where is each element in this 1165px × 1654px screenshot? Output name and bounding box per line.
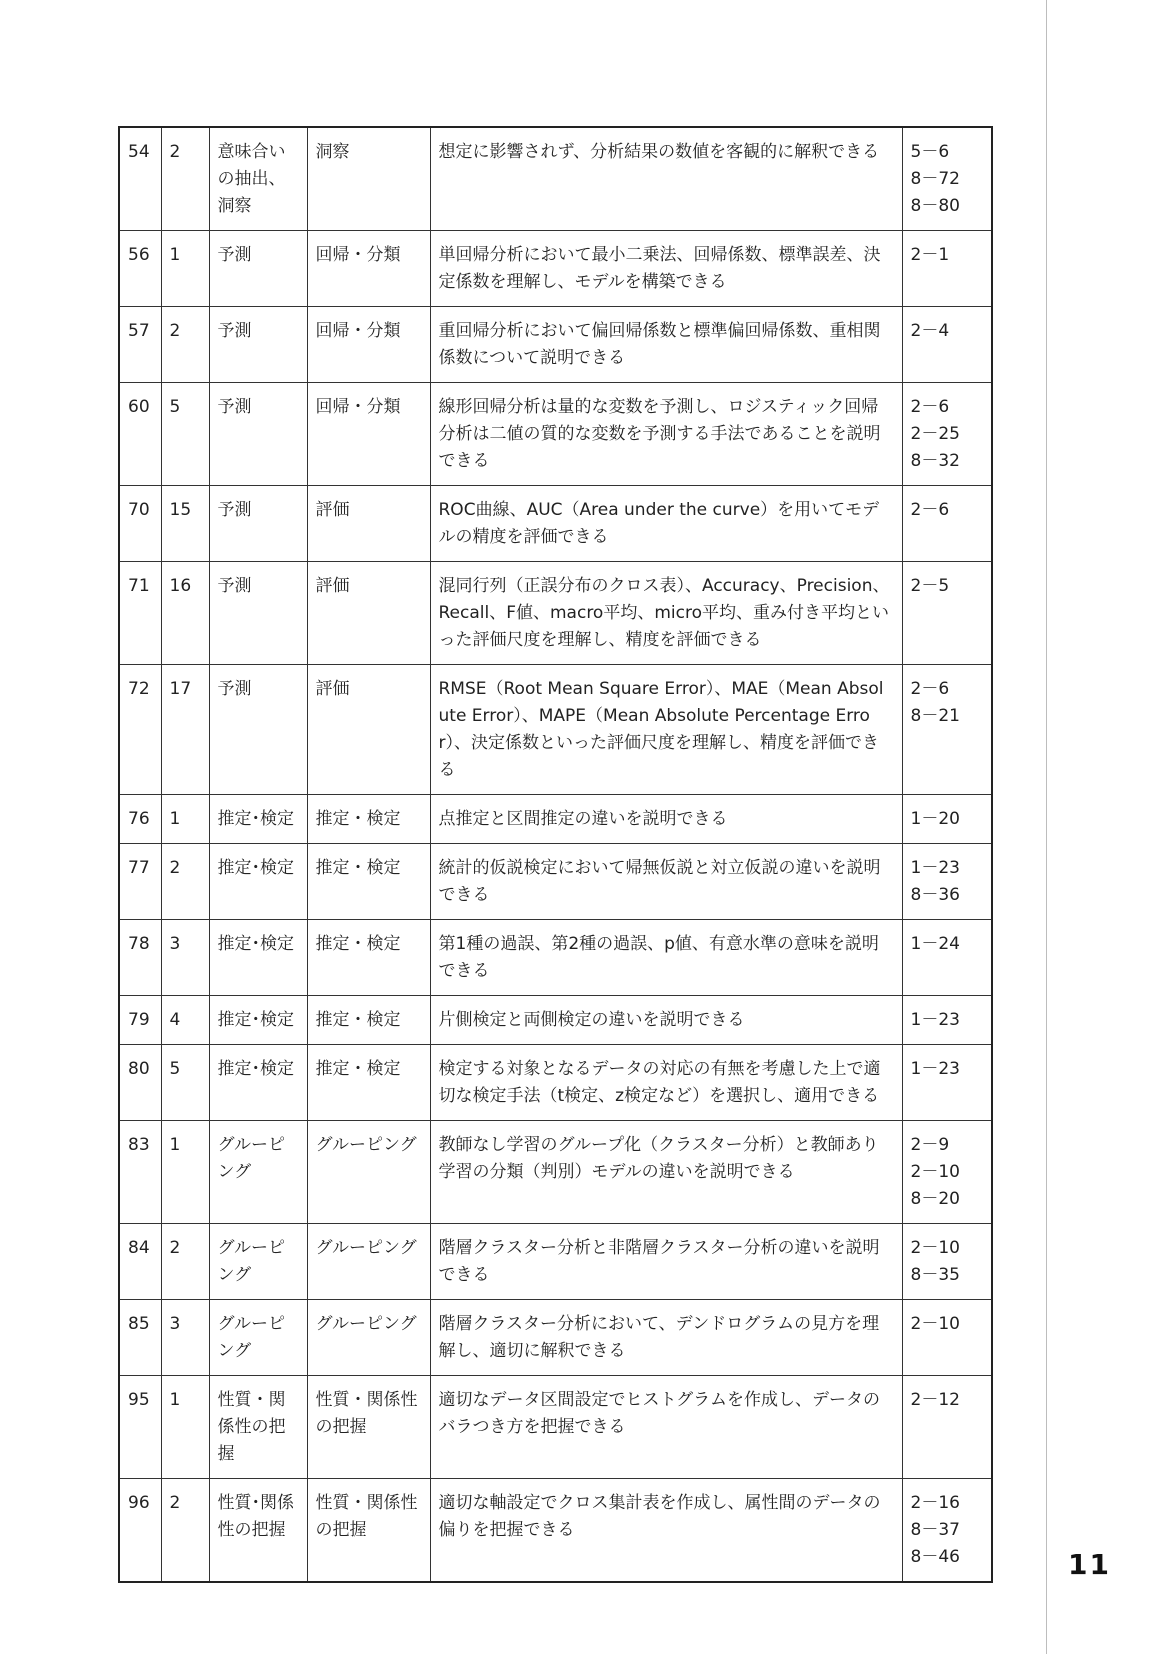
subcategory-cell: 推定・検定 xyxy=(307,795,430,844)
category-cell: 推定･検定 xyxy=(209,996,307,1045)
reference-item: 8－21 xyxy=(910,706,960,726)
category-cell: 推定･検定 xyxy=(209,1045,307,1121)
sub-number-cell: 2 xyxy=(161,1479,209,1583)
subcategory-cell: 推定・検定 xyxy=(307,844,430,920)
category-cell: 予測 xyxy=(209,307,307,383)
reference-item: 2－12 xyxy=(910,1390,960,1410)
category-cell: 推定･検定 xyxy=(209,795,307,844)
reference-item: 1－23 xyxy=(910,858,960,878)
reference-cell xyxy=(902,1376,992,1479)
reference-item: 2－4 xyxy=(910,321,950,341)
sub-number-cell: 3 xyxy=(161,920,209,996)
subcategory-cell: 回帰・分類 xyxy=(307,231,430,307)
subcategory-cell: 回帰・分類 xyxy=(307,383,430,486)
row-number-cell: 78 xyxy=(119,920,161,996)
category-cell: 予測 xyxy=(209,486,307,562)
sub-number-cell: 17 xyxy=(161,665,209,795)
reference-item: 2－6 xyxy=(910,679,950,699)
table-row xyxy=(119,795,992,844)
table-row xyxy=(119,127,992,231)
description-cell: 教師なし学習のグループ化（クラスター分析）と教師あり学習の分類（判別）モデルの違いを説明できる xyxy=(430,1121,902,1224)
reference-cell xyxy=(902,844,992,920)
description-cell: 検定する対象となるデータの対応の有無を考慮した上で適切な検定手法（t検定、z検定など）を選択し、適用できる xyxy=(430,1045,902,1121)
row-number-cell: 60 xyxy=(119,383,161,486)
sub-number-cell: 4 xyxy=(161,996,209,1045)
sub-number-cell: 5 xyxy=(161,1045,209,1121)
reference-item: 2－25 xyxy=(910,424,960,444)
category-cell: グルーピング xyxy=(209,1300,307,1376)
subcategory-cell: 評価 xyxy=(307,562,430,665)
subcategory-cell: 性質・関係性の把握 xyxy=(307,1479,430,1583)
description-cell: RMSE（Root Mean Square Error）、MAE（Mean Absolute Error）、MAPE（Mean Absolute Percentage Error）、決定係数といった評価尺度を理解し、精度を評価できる xyxy=(430,665,902,795)
reference-item: 8－80 xyxy=(910,196,960,216)
row-number-cell: 79 xyxy=(119,996,161,1045)
reference-item: 8－36 xyxy=(910,885,960,905)
category-cell: グルーピング xyxy=(209,1224,307,1300)
category-cell: 予測 xyxy=(209,562,307,665)
row-number-cell: 72 xyxy=(119,665,161,795)
subcategory-cell: グルーピング xyxy=(307,1300,430,1376)
reference-item: 1－23 xyxy=(910,1059,960,1079)
description-cell: 階層クラスター分析と非階層クラスター分析の違いを説明できる xyxy=(430,1224,902,1300)
reference-item: 5－6 xyxy=(910,142,950,162)
table-row xyxy=(119,1479,992,1583)
table-row xyxy=(119,665,992,795)
reference-cell xyxy=(902,665,992,795)
reference-cell xyxy=(902,562,992,665)
reference-item: 8－72 xyxy=(910,169,960,189)
row-number-cell: 85 xyxy=(119,1300,161,1376)
sub-number-cell: 1 xyxy=(161,795,209,844)
description-cell: 階層クラスター分析において、デンドログラムの見方を理解し、適切に解釈できる xyxy=(430,1300,902,1376)
sub-number-cell: 1 xyxy=(161,231,209,307)
category-cell: 推定･検定 xyxy=(209,920,307,996)
description-cell: 第1種の過誤、第2種の過誤、p値、有意水準の意味を説明できる xyxy=(430,920,902,996)
row-number-cell: 84 xyxy=(119,1224,161,1300)
subcategory-cell: 推定・検定 xyxy=(307,920,430,996)
table-row xyxy=(119,231,992,307)
table-row xyxy=(119,383,992,486)
row-number-cell: 57 xyxy=(119,307,161,383)
sub-number-cell: 15 xyxy=(161,486,209,562)
row-number-cell: 80 xyxy=(119,1045,161,1121)
reference-item: 2－16 xyxy=(910,1493,960,1513)
description-cell: 点推定と区間推定の違いを説明できる xyxy=(430,795,902,844)
reference-cell xyxy=(902,383,992,486)
subcategory-cell: 推定・検定 xyxy=(307,1045,430,1121)
sub-number-cell: 2 xyxy=(161,127,209,231)
description-cell: 片側検定と両側検定の違いを説明できる xyxy=(430,996,902,1045)
reference-item: 2－10 xyxy=(910,1238,960,1258)
row-number-cell: 96 xyxy=(119,1479,161,1583)
table-row xyxy=(119,1224,992,1300)
subcategory-cell: 評価 xyxy=(307,665,430,795)
reference-item: 2－6 xyxy=(910,500,950,520)
description-cell: 重回帰分析において偏回帰係数と標準偏回帰係数、重相関係数について説明できる xyxy=(430,307,902,383)
table-row xyxy=(119,1376,992,1479)
category-cell: 意味合いの抽出、洞察 xyxy=(209,127,307,231)
reference-cell xyxy=(902,127,992,231)
table-row xyxy=(119,920,992,996)
reference-item: 1－23 xyxy=(910,1010,960,1030)
row-number-cell: 76 xyxy=(119,795,161,844)
description-cell: 適切な軸設定でクロス集計表を作成し、属性間のデータの偏りを把握できる xyxy=(430,1479,902,1583)
description-cell: 統計的仮説検定において帰無仮説と対立仮説の違いを説明できる xyxy=(430,844,902,920)
table-row xyxy=(119,1300,992,1376)
sub-number-cell: 2 xyxy=(161,1224,209,1300)
description-cell: 線形回帰分析は量的な変数を予測し、ロジスティック回帰分析は二値の質的な変数を予測する手法であることを説明できる xyxy=(430,383,902,486)
category-cell: 推定･検定 xyxy=(209,844,307,920)
table-row xyxy=(119,486,992,562)
reference-cell xyxy=(902,1224,992,1300)
page-margin-rule xyxy=(1046,0,1047,1654)
subcategory-cell: 評価 xyxy=(307,486,430,562)
subcategory-cell: 性質・関係性の把握 xyxy=(307,1376,430,1479)
table-row xyxy=(119,844,992,920)
reference-cell xyxy=(902,795,992,844)
reference-cell xyxy=(902,307,992,383)
reference-cell xyxy=(902,1300,992,1376)
reference-item: 8－35 xyxy=(910,1265,960,1285)
sub-number-cell: 3 xyxy=(161,1300,209,1376)
description-cell: 想定に影響されず、分析結果の数値を客観的に解釈できる xyxy=(430,127,902,231)
description-cell: 単回帰分析において最小二乗法、回帰係数、標準誤差、決定係数を理解し、モデルを構築できる xyxy=(430,231,902,307)
reference-item: 8－32 xyxy=(910,451,960,471)
skills-table-body xyxy=(119,127,992,1582)
sub-number-cell: 1 xyxy=(161,1376,209,1479)
sub-number-cell: 2 xyxy=(161,844,209,920)
row-number-cell: 70 xyxy=(119,486,161,562)
subcategory-cell: 洞察 xyxy=(307,127,430,231)
row-number-cell: 71 xyxy=(119,562,161,665)
category-cell: 性質・関係性の把握 xyxy=(209,1376,307,1479)
subcategory-cell: 回帰・分類 xyxy=(307,307,430,383)
skills-table xyxy=(118,126,993,1583)
reference-cell xyxy=(902,1479,992,1583)
table-row xyxy=(119,562,992,665)
description-cell: ROC曲線、AUC（Area under the curve）を用いてモデルの精度を評価できる xyxy=(430,486,902,562)
reference-cell xyxy=(902,920,992,996)
subcategory-cell: グルーピング xyxy=(307,1121,430,1224)
reference-item: 2－9 xyxy=(910,1135,950,1155)
reference-item: 2－6 xyxy=(910,397,950,417)
table-row xyxy=(119,1045,992,1121)
reference-item: 2－10 xyxy=(910,1162,960,1182)
reference-item: 2－5 xyxy=(910,576,950,596)
sub-number-cell: 5 xyxy=(161,383,209,486)
table-row xyxy=(119,1121,992,1224)
subcategory-cell: グルーピング xyxy=(307,1224,430,1300)
category-cell: 予測 xyxy=(209,231,307,307)
table-row xyxy=(119,996,992,1045)
row-number-cell: 95 xyxy=(119,1376,161,1479)
reference-cell xyxy=(902,486,992,562)
sub-number-cell: 1 xyxy=(161,1121,209,1224)
category-cell: 予測 xyxy=(209,665,307,795)
subcategory-cell: 推定・検定 xyxy=(307,996,430,1045)
description-cell: 適切なデータ区間設定でヒストグラムを作成し、データのバラつき方を把握できる xyxy=(430,1376,902,1479)
reference-item: 2－1 xyxy=(910,245,950,265)
category-cell: 予測 xyxy=(209,383,307,486)
reference-item: 8－37 xyxy=(910,1520,960,1540)
description-cell: 混同行列（正誤分布のクロス表）、Accuracy、Precision、Recall、F値、macro平均、micro平均、重み付き平均といった評価尺度を理解し、精度を評価できる xyxy=(430,562,902,665)
reference-cell xyxy=(902,996,992,1045)
row-number-cell: 56 xyxy=(119,231,161,307)
reference-cell xyxy=(902,231,992,307)
reference-item: 2－10 xyxy=(910,1314,960,1334)
sub-number-cell: 2 xyxy=(161,307,209,383)
sub-number-cell: 16 xyxy=(161,562,209,665)
reference-item: 1－20 xyxy=(910,809,960,829)
reference-item: 8－20 xyxy=(910,1189,960,1209)
reference-cell xyxy=(902,1045,992,1121)
page-number: 11 xyxy=(1068,1548,1111,1581)
row-number-cell: 77 xyxy=(119,844,161,920)
row-number-cell: 83 xyxy=(119,1121,161,1224)
reference-item: 8－46 xyxy=(910,1547,960,1567)
table-row xyxy=(119,307,992,383)
reference-item: 1－24 xyxy=(910,934,960,954)
category-cell: 性質･関係性の把握 xyxy=(209,1479,307,1583)
category-cell: グルーピング xyxy=(209,1121,307,1224)
reference-cell xyxy=(902,1121,992,1224)
row-number-cell: 54 xyxy=(119,127,161,231)
